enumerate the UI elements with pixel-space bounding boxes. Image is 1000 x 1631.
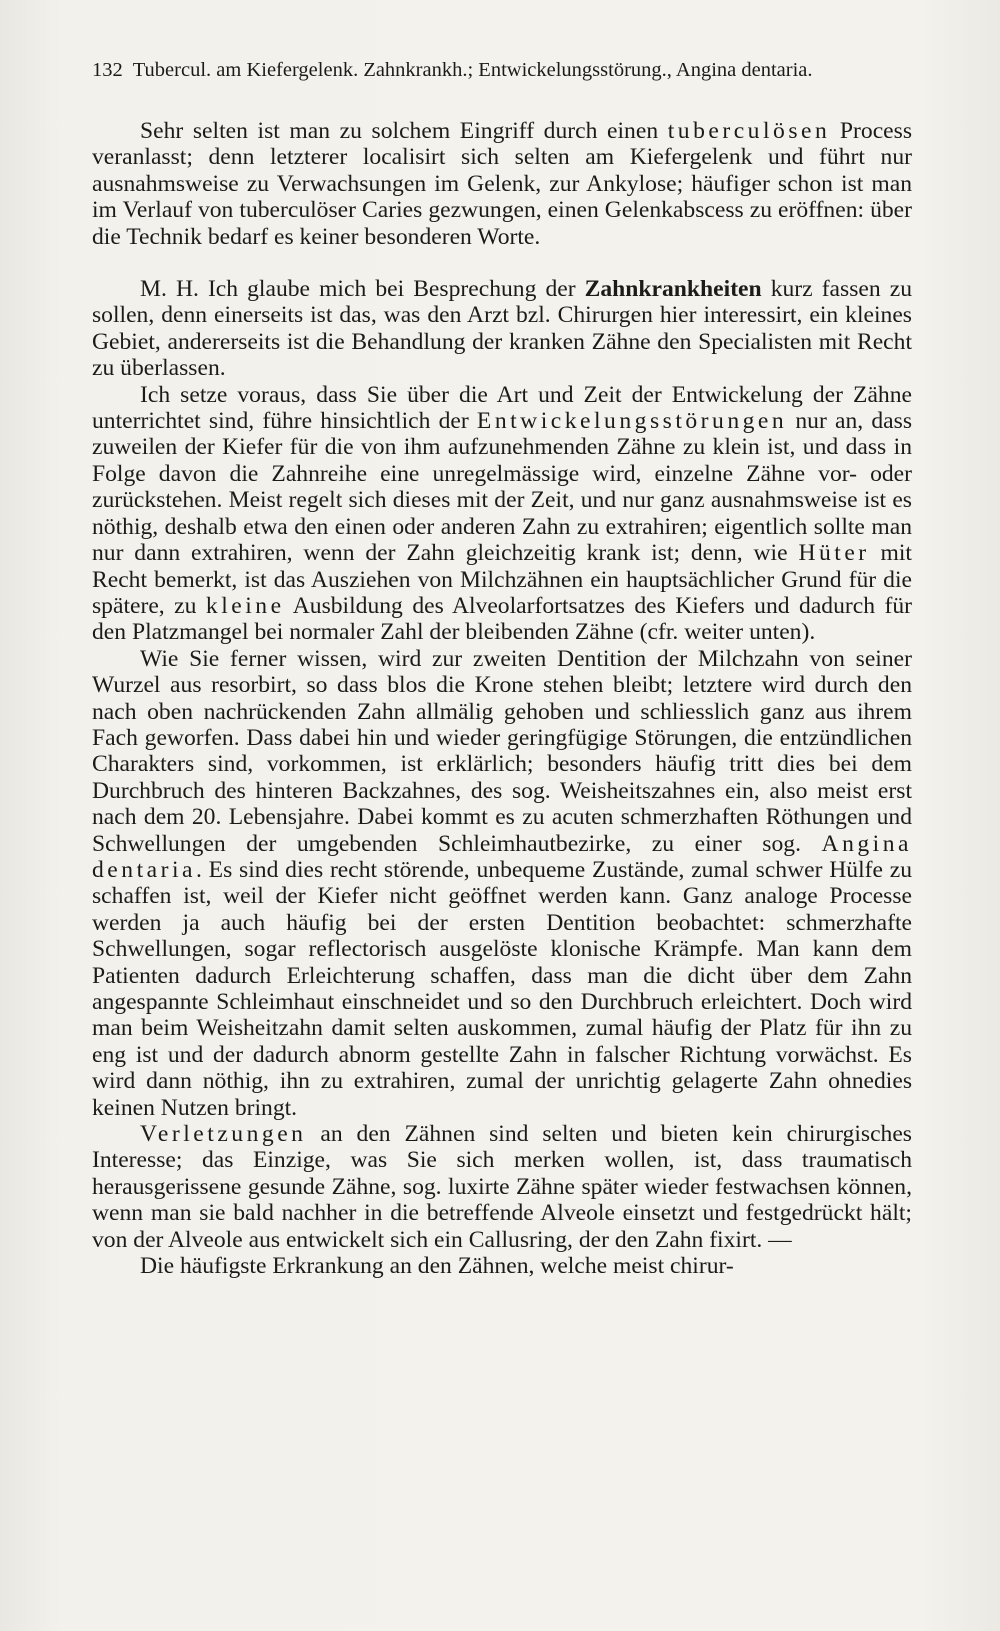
spaced-term: kleine — [205, 592, 285, 619]
paragraph — [92, 1253, 912, 1279]
running-header — [92, 58, 910, 82]
paragraph — [92, 646, 912, 1121]
text-run: nur an, dass zuweilen der Kiefer für die von ihm aufzunehmenden Zähne zu klein ist, und dass in Folge davon die Zahnreihe eine unregelmässige wird, einzelne Zähne vor- oder zurückstehen. Meist regelt sich dieses mit der Zeit, und nur ganz ausnahmsweise ist es nöthig, deshalb etwa den einen oder anderen Zahn zu extrahiren; eigentlich sollte man nur dann extrahiren, wenn der Zahn gleichzeitig krank ist; denn, wie — [92, 408, 912, 567]
spaced-term: Entwickelungsstörungen — [476, 408, 788, 435]
bold-term: Zahnkrankheiten — [584, 276, 762, 303]
text-run: Wie Sie ferner wissen, wird zur zweiten Dentition der Milchzahn von seiner Wurzel aus resorbirt, so dass blos die Krone stehen bleibt; letztere wird durch den nach oben nachrückenden Zahn allmälig gehoben und schliesslich ganz aus ihrem Fach geworfen. Dass dabei hin und wieder geringfügige Störungen, die entzündlichen Charakters sind, vorkommen, ist erklärlich; besonders häufig tritt dies bei dem Durchbruch des hinteren Backzahnes, des sog. Weisheitszahnes ein, also meist erst nach dem 20. Lebensjahre. Dabei kommt es zu acuten schmerzhaften Röthungen und Schwellungen der umgebenden Schleimhautbezirke, zu einer sog. — [92, 645, 912, 857]
text-run: an den Zähnen sind selten und bieten kein chirurgisches Interesse; das Einzige, was Sie sich merken wollen, ist, dass traumatisch herausgerissene gesunde Zähne, sog. luxirte Zähne später wieder festwachsen können, wenn man sie bald nachher in die betreffende Alveole einsetzt und festgedrückt hält; von der Alveole aus entwickelt sich ein Callusring, der den Zahn fixirt. — — [92, 1121, 912, 1253]
text-run: Process veranlasst; denn letzterer localisirt sich selten am Kiefergelenk und führt nur ausnahmsweise zu Verwachsungen im Gelenk, zur Ankylose; häufiger schon ist man im Verlauf von tuberculöser Caries gezwungen, einen Gelenkabscess zu eröffnen: über die Technik bedarf es keiner besonderen Worte. — [92, 118, 912, 250]
paragraph — [92, 382, 912, 646]
page-number: 132 — [92, 59, 123, 81]
spaced-term: tuberculösen — [667, 118, 831, 144]
text-run: . Es sind dies recht störende, unbequeme Zustände, zumal schwer Hülfe zu schaffen ist, weil der Kiefer nicht geöffnet werden kann. Ganz analoge Processe werden ja auch häufig bei der ersten Dentition beobachtet: schmerzhafte Schwellungen, sogar reflectorisch ausgelöste klonische Krämpfe. Man kann dem Patienten dadurch Erleichterung schaffen, dass man die dicht über dem Zahn angespannte Schleimhaut einschneidet und so den Durchbruch erleichtert. Doch wird man beim Weisheitzahn damit selten auskommen, zumal häufig der Platz für ihn zu eng ist und der dadurch abnorm gestellte Zahn in falscher Richtung vorwächst. Es wird dann nöthig, ihn zu extrahiren, zumal der unrichtig gelagerte Zahn ohnedies keinen Nutzen bringt. — [92, 856, 912, 1121]
spaced-term: Hüter — [798, 540, 870, 567]
text-run: Ausbildung des Alveolarfortsatzes des Kiefers und dadurch für den Platzmangel bei normaler Zahl der bleibenden Zähne (cfr. weiter unten). — [92, 592, 912, 646]
spaced-term: Verletzungen — [140, 1121, 307, 1148]
text-run: mit Recht bemerkt, ist das Ausziehen von Milchzähnen ein hauptsächlicher Grund für die spätere, zu — [92, 540, 912, 619]
text-run: Die häufigste Erkrankung an den Zähnen, welche meist chirur- — [140, 1253, 734, 1280]
text-run: Sehr selten ist man zu solchem Eingriff durch einen — [140, 118, 668, 144]
paragraph — [92, 1121, 912, 1253]
running-title: Tubercul. am Kiefergelenk. Zahnkrankh.; Entwickelungsstörung., Angina dentaria. — [132, 59, 813, 81]
paragraph — [92, 276, 912, 382]
spaced-term: Angina dentaria — [92, 830, 912, 883]
text-run: M. H. Ich glaube mich bei Besprechung der — [140, 276, 585, 303]
text-run: Ich setze voraus, dass Sie über die Art und Zeit der Entwickelung der Zähne unterrichtet sind, führe hinsichtlich der — [92, 381, 912, 435]
paragraph — [92, 118, 912, 250]
text-run: kurz fassen zu sollen, denn einerseits ist das, was den Arzt bzl. Chirurgen hier interessirt, ein kleines Gebiet, andererseits ist die Behandlung der kranken Zähne den Specialisten mit Recht zu überlassen. — [92, 276, 912, 382]
body-text — [92, 118, 912, 1279]
